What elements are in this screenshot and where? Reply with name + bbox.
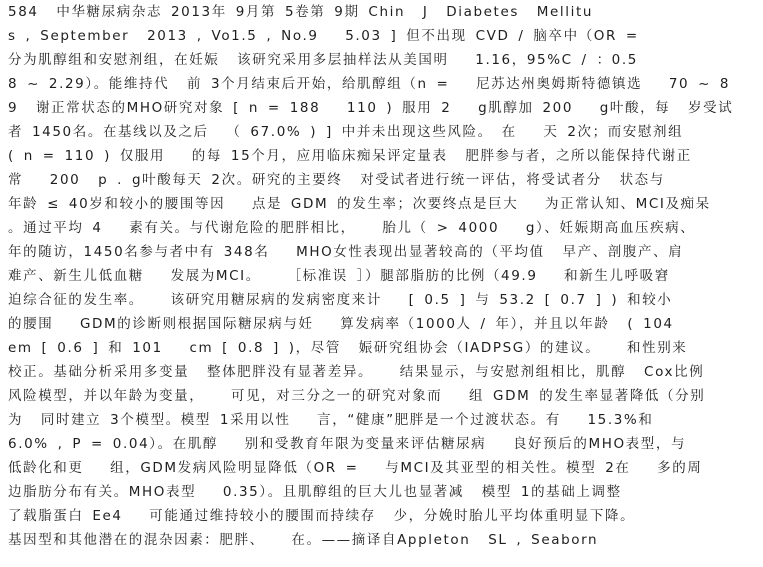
text-line: 。通过平均 4 素有关。与代谢危险的肥胖相比， 胎儿（ > 4000 g）、妊娠期高血压疾病、 — [8, 220, 696, 236]
text-line: 6.0% , P = 0.04）。在肌醇 别和受教育年限为变量来评估糖尿病 良好预后的MHO表型，与 — [8, 436, 687, 452]
document-page — [8, 0, 760, 552]
text-line: 年的随访，1450名参与者中有 348名 MHO女性表现出显著较高的（平均值 早产、剖腹产、肩 — [8, 244, 684, 260]
text-line: 为 同时建立 3个模型。模型 1采用以性 言，“健康”肥胖是一个过渡状态。有 15.3%和 — [8, 412, 654, 428]
text-line: 分为肌醇组和安慰剂组，在妊娠 该研究采用多层抽样法从美国明 1.16，95%C / ：0.5 — [8, 52, 638, 68]
text-line: 年龄 ≤ 40岁和较小的腰围等因 点是 GDM 的发生率；次要终点是巨大 为正常认知、MCI及痴呆 — [8, 196, 711, 212]
text-line: 低龄化和更 组，GDM发病风险明显降低（OR = 与MCI及其亚型的相关性。模型 2在 多的周 — [8, 460, 703, 476]
text-line: 584 中华糖尿病杂志 2013年 9月第 5卷第 9期 Chin J Diabetes Mellitu — [8, 4, 594, 20]
text-line: 8 ~ 2.29）。能维持代 前 3个月结束后开始，给肌醇组（n = 尼苏达州奥姆斯特德镇选 70 ~ 8 — [8, 76, 731, 92]
text-line: s , September 2013 , Vo1.5 , No.9 5.03 ] 但不出现 CVD / 脑卒中（OR = — [8, 28, 639, 44]
text-line: 常 200 p . g叶酸每天 2次。研究的主要终 对受试者进行统一评估，将受试者分 状态与 — [8, 172, 665, 188]
text-line: 迫综合征的发生率。 该研究用糖尿病的发病密度来计 [ 0.5 ] 与 53.2 [ 0.7 ] ) 和较小 — [8, 292, 673, 308]
text-line: 9 谢正常状态的MHO研究对象 [ n = 188 110 ) 服用 2 g肌醇加 200 g叶酸，每 岁受试 — [8, 100, 734, 116]
text-line: 的腰围 GDM的诊断则根据国际糖尿病与妊 算发病率（1000人 / 年），并且以年龄 ( 104 — [8, 316, 674, 332]
text-line: 边脂肪分布有关。MHO表型 0.35）。且肌醇组的巨大儿也显著减 模型 1的基础上调整 — [8, 484, 622, 500]
text-line: 基因型和其他潜在的混杂因素：肥胖、 在。——摘译自Appleton SL , Seaborn — [8, 532, 599, 548]
text-line: ( n = 110 ) 仅服用 的每 15个月，应用临床痴呆评定量表 肥胖参与者，之所以能保持代谢正 — [8, 148, 692, 164]
text-line: em [ 0.6 ] 和 101 cm [ 0.8 ] )，尽管 娠研究组协会（IADPSG）的建议。 和性别来 — [8, 340, 688, 356]
text-line: 风险模型，并以年龄为变量， 可见，对三分之一的研究对象而 组 GDM 的发生率显著降低（分别 — [8, 388, 706, 404]
text-line: 了载脂蛋白 Ee4 可能通过维持较小的腰围而持续存 少，分娩时胎儿平均体重明显下降。 — [8, 508, 636, 524]
text-line: 者 1450名。在基线以及之后 （ 67.0% ) ] 中并未出现这些风险。 在 天 2次；而安慰剂组 — [8, 124, 684, 140]
text-line: 校正。基础分析采用多变量 整体肥胖没有显著差异。 结果显示，与安慰剂组相比，肌醇 Cox比例 — [8, 364, 705, 380]
text-line: 难产、新生儿低血糖 发展为MCI。 ［标准误 ］）腿部脂肪的比例（49.9 和新生儿呼吸窘 — [8, 268, 670, 284]
